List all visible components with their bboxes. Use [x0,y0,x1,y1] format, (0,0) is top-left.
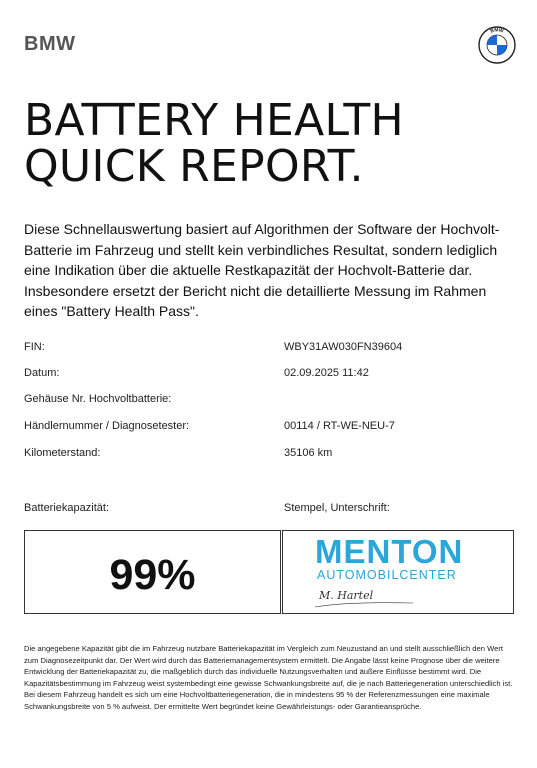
battery-capacity-box [24,530,281,614]
mileage-value: 35106 km [284,447,333,459]
dealer-tester-value: 00114 / RT-WE-NEU-7 [284,420,395,432]
battery-capacity-value: 99% [109,551,196,599]
housing-number-label: Gehäuse Nr. Hochvoltbatterie: [24,393,172,405]
logo-letters: BMW [489,27,505,35]
stamp-signature-label: Stempel, Unterschrift: [284,502,390,514]
title-line-1: BATTERY HEALTH [24,95,404,146]
title-line-2: QUICK REPORT. [24,141,364,192]
page-title [24,95,404,192]
battery-capacity-label: Batteriekapazität: [24,502,109,514]
dealer-tester-label: Händlernummer / Diagnosetester: [24,420,190,432]
signature-text: M. Hartel [319,589,374,602]
dealer-stamp-box [282,530,514,614]
mileage-label: Kilometerstand: [24,447,101,459]
signature [309,581,419,611]
date-value: 02.09.2025 11:42 [284,367,369,379]
brand-wordmark: BMW [24,33,76,55]
stamp-dealer-subtitle: AUTOMOBILCENTER [317,568,457,582]
stamp-dealer-name: MENTON [315,533,464,570]
fin-value: WBY31AW030FN39604 [284,341,403,353]
intro-paragraph: Diese Schnellauswertung basiert auf Algorithmen der Software der Hochvolt-Batterie im Fahrzeug und stellt kein verbindliches Resultat, sondern lediglich eine Indikation über die aktuelle Restkapazität der Hochvolt-Batterie dar. Insbesondere ersetzt der Bericht nicht die detaillierte Messung im Rahmen eines "Battery Health Pass". [24,221,500,319]
fin-label: FIN: [24,341,45,353]
date-label: Datum: [24,367,60,379]
disclaimer-text: Die angegebene Kapazität gibt die im Fahrzeug nutzbare Batteriekapazität im Vergleich zum Neuzustand an und stellt ausschließlich den Wert zum Diagnosezeitpunkt dar. Der Wert wird durch das Batteriemanagementsystem ermittelt. Die Angabe lässt keine Prognose über die weitere Entwicklung der Batteriekapazität zu, die maßgeblich durch das individuelle Nutzungsverhalten und äußere Einflüsse bestimmt wird. Die Kapazitätsbestimmung im Fahrzeug weist systembedingt eine gewisse Schwankungsbreite auf, die je nach Batteriegeneration unterschiedlich ist. Bei diesem Fahrzeug handelt es sich um eine Hochvoltbatteriegeneration, die in mindestens 95 % der Referenzmessungen eine maximale Schwankungsbreite von 5 % aufweist. Der ermittelte Wert begründet keine Gewährleistungs- oder Garantieansprüche. [24,644,513,711]
bmw-logo-icon [478,26,516,64]
